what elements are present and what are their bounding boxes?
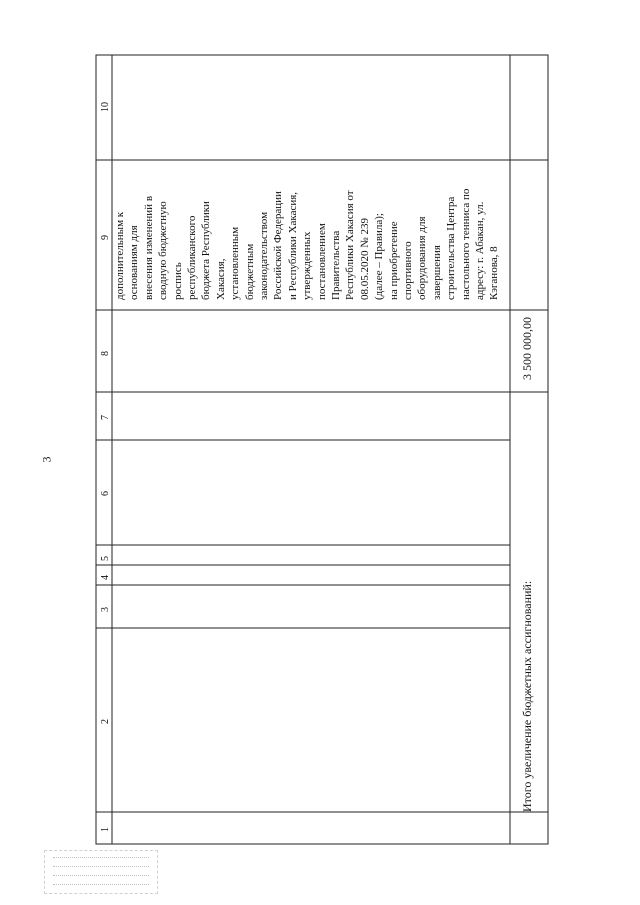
description-line: дополнительным к [114,211,126,300]
col-num-10: 10 [100,102,111,112]
description-line: законодательством [258,211,270,300]
description-line: сводную бюджетную [157,201,170,300]
page-number: 3 [39,456,54,463]
description-line: Хакасия, [214,258,227,300]
description-line: постановлением [315,223,328,300]
col-num-4: 4 [100,575,111,580]
description-line: бюджетным [243,243,256,300]
col-num-8: 8 [100,351,111,356]
description-line: настольного тенниса по [459,188,472,300]
description-line: Правительства [330,230,342,300]
col-num-1: 1 [100,827,111,832]
col-num-3: 3 [100,607,111,612]
description-line: республиканского [186,215,198,300]
stamp [44,850,158,894]
total-label: Итого увеличение бюджетных ассигнований: [520,580,534,812]
description-line: внесения изменений в [142,195,155,300]
description-line: Кэганова, 8 [488,246,501,300]
description-line: адресу: г. Абакан, ул. [474,201,486,300]
description-line: бюджета Республики [200,201,213,300]
col-num-5: 5 [100,556,111,561]
description-line: на приобретение [387,221,400,300]
description-line: роспись [171,262,184,300]
description-line: оборудования для [416,216,429,300]
description-line: 08.05.2020 № 239 [358,218,371,300]
description-line: Республики Хакасия от [344,190,357,300]
description-line: утвержденных [301,231,314,300]
description-line: спортивного [402,241,414,300]
col-num-9: 9 [100,235,111,240]
description-line: установленным [229,226,242,300]
description-line: Российской Федерации [272,191,285,300]
description-line: основаниям для [128,225,141,300]
description-line: и Республики Хакасия, [286,191,299,300]
description-line: строительства Центра [445,196,458,300]
col-num-2: 2 [100,719,111,724]
col-num-6: 6 [100,491,111,496]
description-line: (далее – Правила); [373,213,386,300]
description-line: завершения [430,245,443,300]
col-num-7: 7 [100,415,111,420]
total-amount: 3 500 000,00 [520,317,534,380]
